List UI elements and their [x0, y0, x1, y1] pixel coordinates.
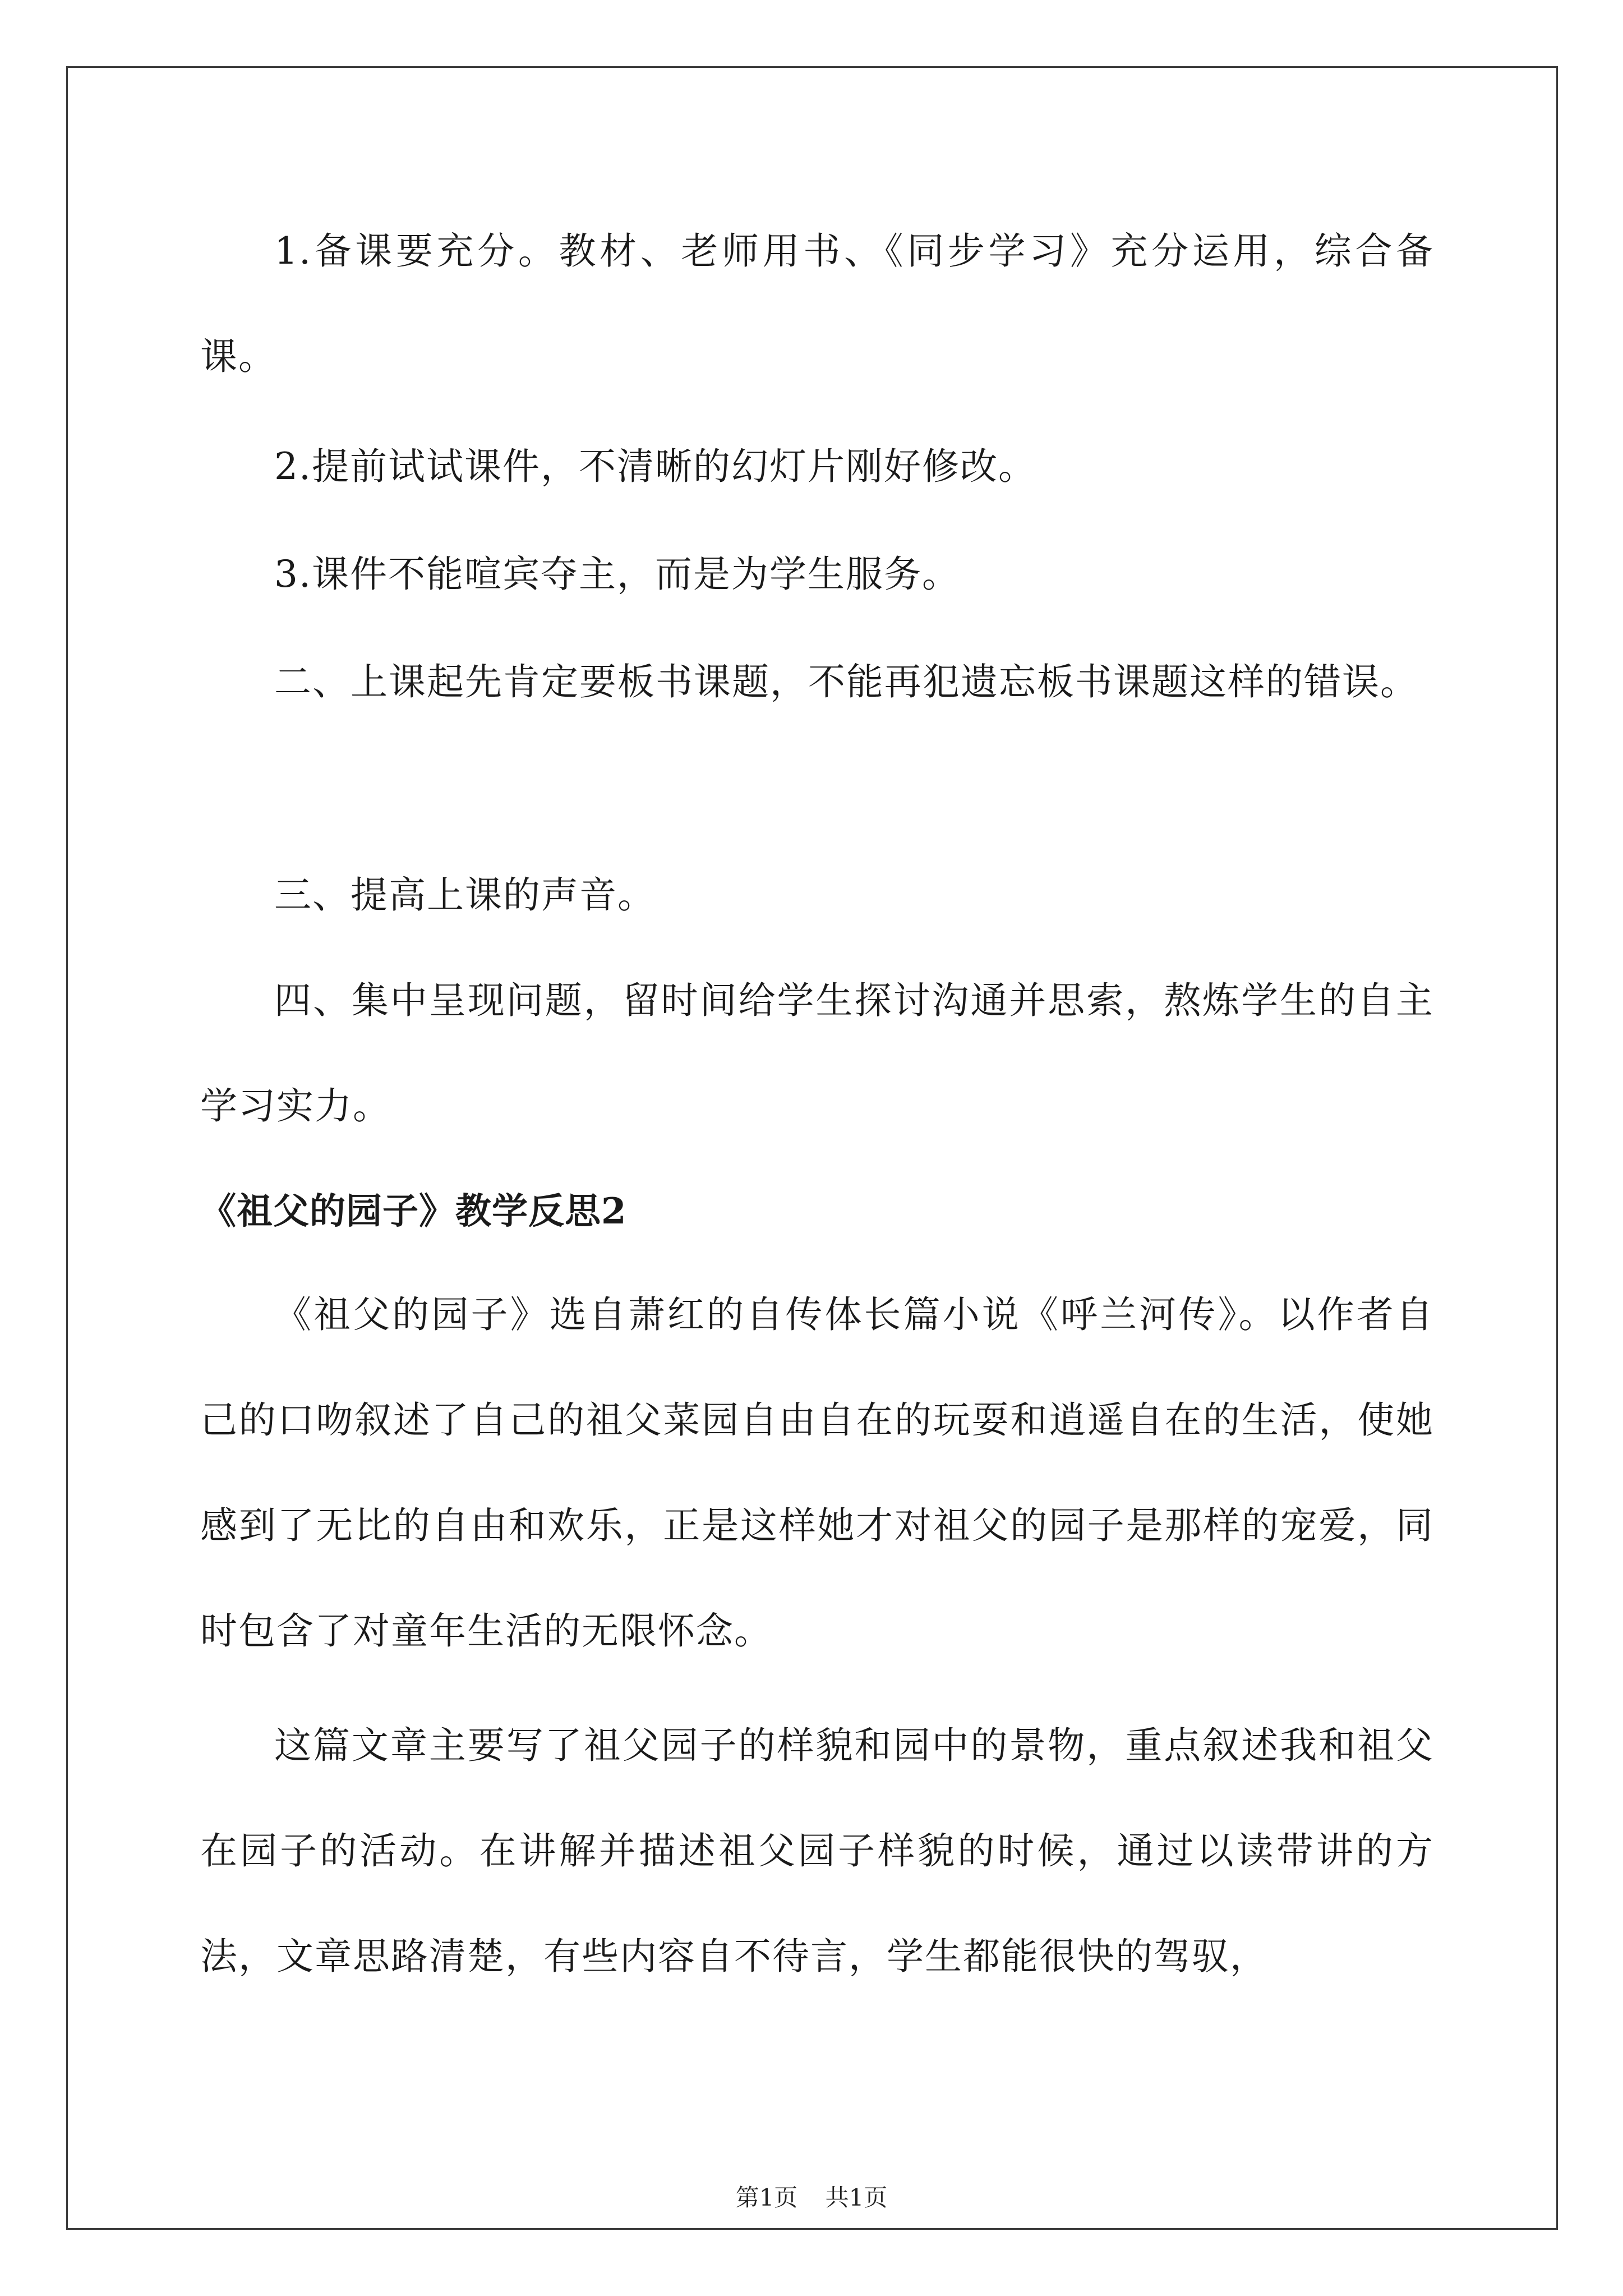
paragraph-3: 3.课件不能喧宾夺主，而是为学生服务。 [274, 553, 960, 596]
page-number: 第1页 [735, 2184, 798, 2211]
section-paragraph-1: 《祖父的园子》选自萧红的自传体长篇小说《呼兰河传》。以作者自己的口吻叙述了自己的祖父菜园自由自在的玩耍和逍遥自在的生活，使她感到了无比的自由和欢乐，正是这样她才对祖父的园子是那样的宠爱，同时包含了对童年生活的无限怀念。 [200, 1293, 1434, 1653]
section-heading: 《祖父的园子》教学反思2 [200, 1190, 627, 1232]
page-footer [0, 2179, 1623, 2213]
paragraph-5: 三、提高上课的声音。 [274, 873, 656, 917]
paragraph-1: 1.备课要充分。教材、老师用书、《同步学习》充分运用，综合备课。 [200, 229, 1434, 378]
page-total: 共1页 [825, 2184, 888, 2211]
paragraph-6: 四、集中呈现问题，留时间给学生探讨沟通并思索，熬炼学生的自主学习实力。 [200, 979, 1434, 1128]
section-paragraph-2: 这篇文章主要写了祖父园子的样貌和园中的景物，重点叙述我和祖父在园子的活动。在讲解并描述祖父园子样貌的时候，通过以读带讲的方法，文章思路清楚，有些内容自不待言，学生都能很快的驾驭， [200, 1724, 1434, 1978]
paragraph-2: 2.提前试试课件，不清晰的幻灯片刚好修改。 [274, 445, 1036, 488]
paragraph-4: 二、上课起先肯定要板书课题，不能再犯遗忘板书课题这样的错误。 [274, 660, 1418, 703]
